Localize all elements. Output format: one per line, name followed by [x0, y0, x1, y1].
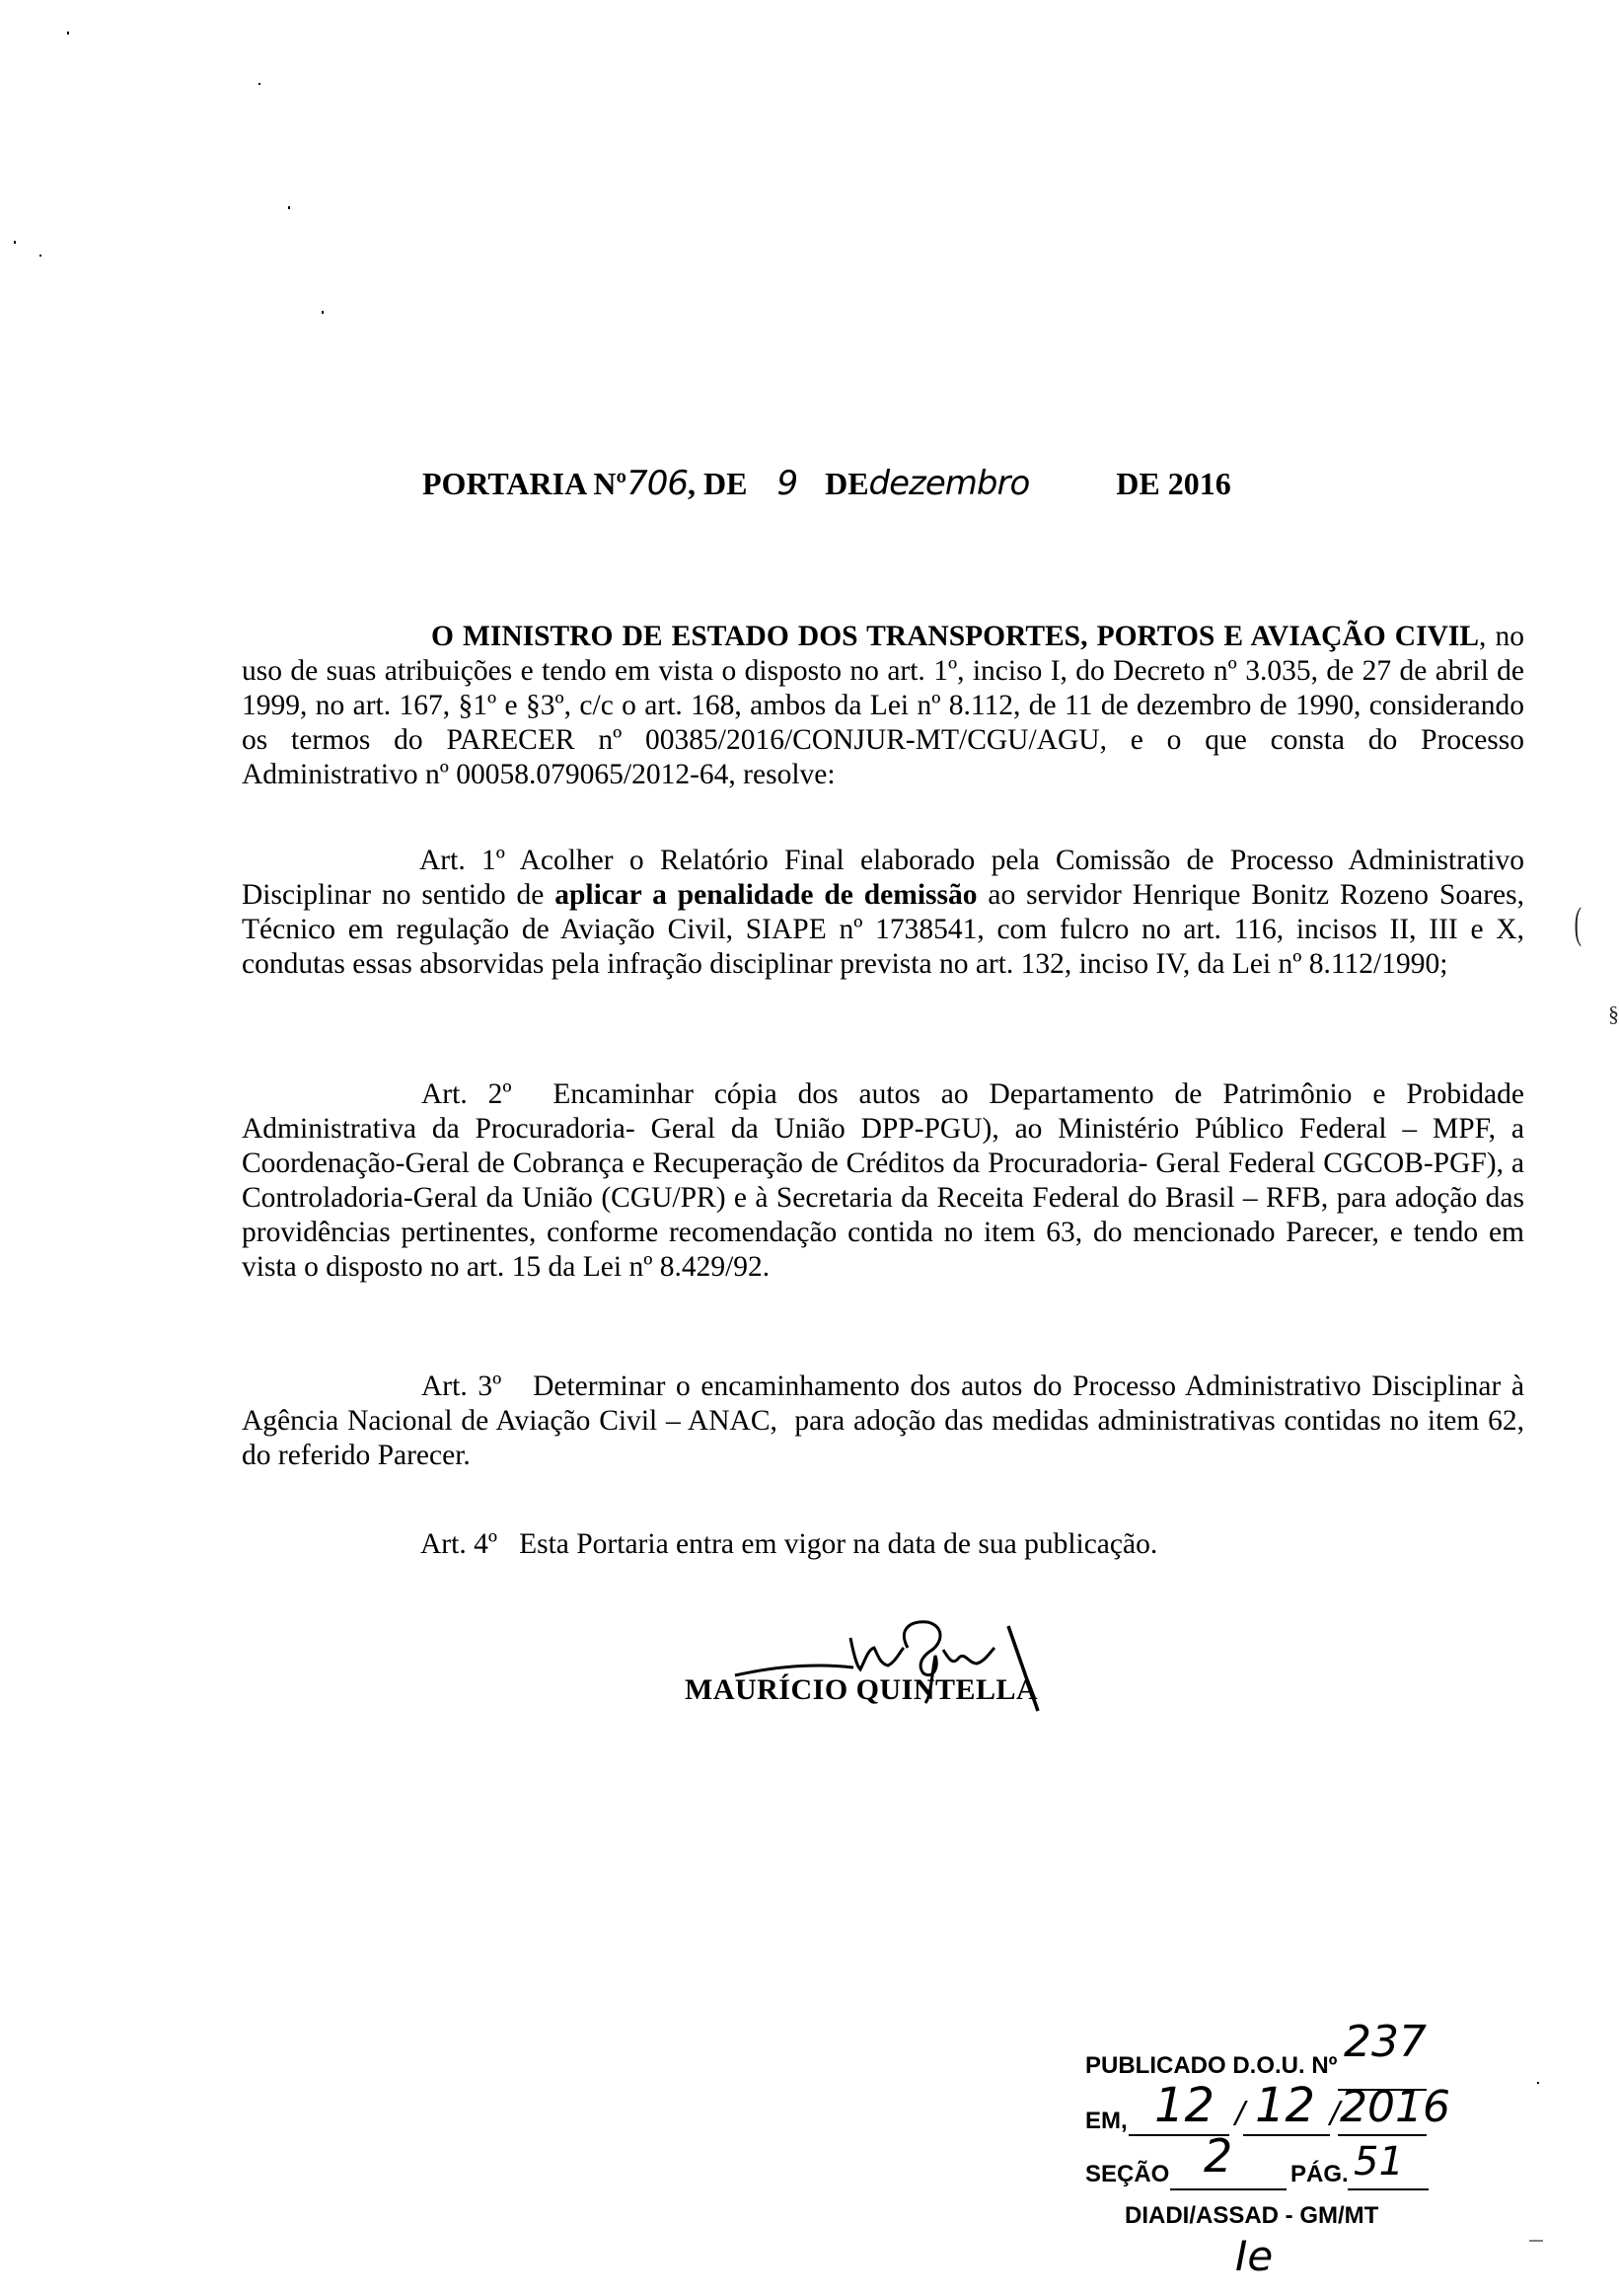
article-3 — [242, 1370, 1532, 1473]
stamp-dou-number: 237 — [1344, 2017, 1427, 2067]
stamp-date-sep-2: / — [1330, 2096, 1341, 2130]
scan-speck — [67, 32, 69, 35]
article-3-text: Determinar o encaminhamento dos autos do Processo Administrativo Disciplinar à Agência Nacional de Aviação Civil – ANAC, para adoção das medidas administrativas contidas no item 62, do referido Parecer. — [242, 1370, 1532, 1471]
article-2 — [242, 1077, 1532, 1285]
title-sep-de-2: DE — [825, 466, 869, 501]
article-2-label: Art. 2º — [421, 1078, 512, 1110]
stamp-dou-label: PUBLICADO D.O.U. Nº — [1085, 2052, 1338, 2079]
scan-speck — [14, 241, 16, 244]
stamp-initials: Ie — [1235, 2232, 1274, 2280]
article-4 — [420, 1527, 1157, 1562]
handwritten-portaria-number: 706 — [626, 464, 688, 503]
stamp-rule — [1243, 2134, 1330, 2136]
preamble-text: , no uso de suas atribuições e tendo em vista o disposto no art. 1º, inciso I, do Decreto nº 3.035, de 27 de abril de 1999, no art. 167, §1º e §3º, c/c o art. 168, ambos da Lei nº 8.112, de 11 de dezembro de 1990, considerando os termos do PARECER nº 00385/2016/CONJUR-MT/CGU/AGU, e o que consta do Processo Administrativo nº 00058.079065/2012-64, resolve: — [242, 621, 1525, 790]
stamp-date-label: EM, — [1085, 2108, 1128, 2134]
stamp-date-month: 12 — [1255, 2078, 1316, 2133]
stamp-rule — [1338, 2134, 1427, 2136]
title-sep-de: , DE — [687, 466, 748, 501]
preamble-authority: O MINISTRO DE ESTADO DOS TRANSPORTES, PORTOS E AVIAÇÃO CIVIL — [431, 621, 1480, 652]
scan-speck — [1529, 2240, 1543, 2242]
article-1-text-before: Acolher o Relatório Final elaborado pela Comissão de Processo Administrativo Disciplinar no sentido de — [242, 845, 1524, 911]
scan-speck — [322, 311, 324, 314]
stamp-pag-label: PÁG. — [1290, 2161, 1349, 2187]
scan-speck — [39, 255, 41, 257]
scan-speck — [258, 83, 260, 85]
stamp-rule — [1170, 2188, 1287, 2190]
stamp-date-sep-1: / — [1235, 2096, 1246, 2130]
stamp-secao-label: SEÇÃO — [1085, 2161, 1170, 2187]
stamp-date-year: 2016 — [1340, 2082, 1450, 2132]
margin-mark: § — [1608, 1001, 1619, 1026]
signatory-name: MAURÍCIO QUINTELLA — [685, 1673, 1039, 1706]
title-prefix: PORTARIA Nº — [422, 466, 627, 501]
stamp-secao-value: 2 — [1204, 2129, 1233, 2183]
scan-speck — [288, 206, 290, 209]
stamp-pag-value: 51 — [1354, 2139, 1404, 2185]
stamp-date-day: 12 — [1154, 2078, 1215, 2133]
article-4-label: Art. 4º — [420, 1528, 497, 1560]
publication-stamp — [1085, 2013, 1500, 2289]
document-title — [422, 464, 1409, 503]
article-1-label: Art. 1º — [419, 845, 505, 876]
article-2-text: Encaminhar cópia dos autos ao Departamento de Patrimônio e Probidade Administrativa da Procuradoria- Geral da União DPP-PGU), ao Ministério Público Federal – MPF, a Coordenação-Geral de Cobrança e Recuperação de Créditos da Procuradoria- Geral Federal CGCOB-PGF), a Controladoria-Geral da União (CGU/PR) e à Secretaria da Receita Federal do Brasil – RFB, para adoção das providências pertinentes, conforme recomendação contida no item 63, do mencionado Parecer, e tendo em vista o disposto no art. 15 da Lei nº 8.429/92. — [242, 1078, 1532, 1283]
margin-bracket-mark: ( — [1574, 899, 1582, 947]
title-year: DE 2016 — [1116, 466, 1231, 501]
article-1-penalty: aplicar a penalidade de demissão — [554, 879, 978, 911]
article-1-text-after: ao servidor Henrique Bonitz Rozeno Soares, Técnico em regulação de Aviação Civil, SIAPE nº 1738541, com fulcro no art. 116, incisos II, III e X, condutas essas absorvidas pela infração disciplinar prevista no art. 132, inciso IV, da Lei nº 8.112/1990; — [242, 879, 1524, 980]
handwritten-day: 9 — [776, 464, 798, 503]
stamp-office: DIADI/ASSAD - GM/MT — [1125, 2202, 1379, 2229]
article-3-label: Art. 3º — [421, 1370, 502, 1402]
handwritten-month: dezembro — [868, 464, 1030, 503]
stamp-rule — [1348, 2188, 1429, 2190]
preamble-paragraph — [242, 620, 1524, 792]
scan-speck — [1537, 2082, 1539, 2084]
article-1 — [242, 844, 1524, 982]
article-4-text: Esta Portaria entra em vigor na data de sua publicação. — [496, 1528, 1158, 1560]
